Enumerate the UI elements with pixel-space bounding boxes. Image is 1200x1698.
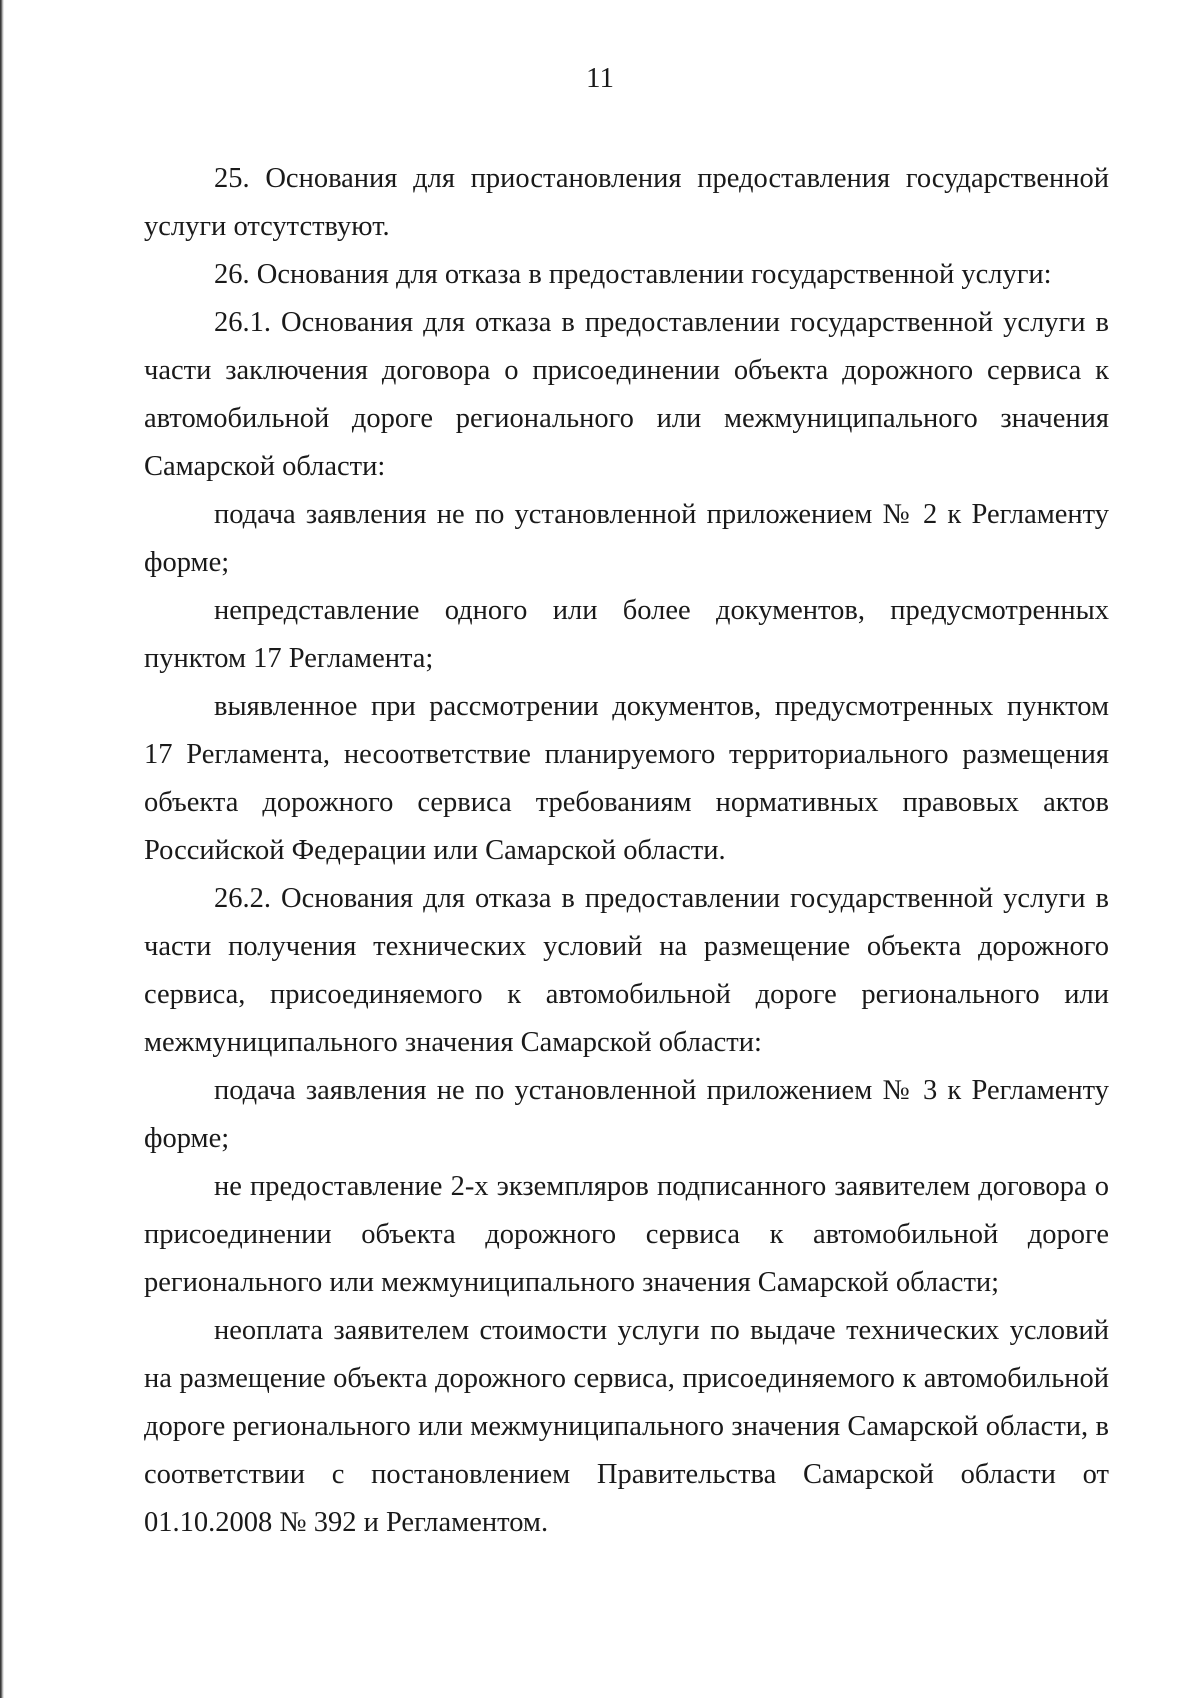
paragraph-26-1-item-1: подача заявления не по установленной приложением № 2 к Регламенту форме; [144, 499, 1109, 578]
paragraph-26-1-item-3: выявленное при рассмотрении документов, предусмотренных пунктом 17 Регламента, несоответствие планируемого территориального размещения объекта дорожного сервиса требованиям нормативных правовых актов Российской Федерации или Самарской области. [144, 691, 1109, 866]
paragraph-26-2-item-1: подача заявления не по установленной приложением № 3 к Регламенту форме; [144, 1075, 1109, 1154]
paragraph-25: 25. Основания для приостановления предоставления государственной услуги отсутствуют. [144, 163, 1109, 242]
page-number: 11 [586, 62, 614, 94]
paragraph-26-2: 26.2. Основания для отказа в предоставлении государственной услуги в части получения технических условий на размещение объекта дорожного сервиса, присоединяемого к автомобильной дороге регионального или межмуниципального значения Самарской области: [144, 883, 1109, 1058]
paragraph-26-1-item-2: непредставление одного или более документов, предусмотренных пунктом 17 Регламента; [144, 595, 1109, 674]
paragraph-26-1: 26.1. Основания для отказа в предоставлении государственной услуги в части заключения договора о присоединении объекта дорожного сервиса к автомобильной дороге регионального или межмуниципального значения Самарской области: [144, 307, 1109, 482]
paragraph-26-2-item-2: не предоставление 2-х экземпляров подписанного заявителем договора о присоединении объекта дорожного сервиса к автомобильной дороге регионального или межмуниципального значения Самарской области; [144, 1171, 1109, 1298]
scan-edge [0, 0, 4, 1698]
document-body [144, 155, 1109, 1547]
paragraph-26-2-item-3: неоплата заявителем стоимости услуги по выдаче технических условий на размещение объекта дорожного сервиса, присоединяемого к автомобильной дороге регионального или межмуниципального значения Самарской области, в соответствии с постановлением Правительства Самарской области от 01.10.2008 № 392 и Регламентом. [144, 1315, 1109, 1538]
paragraph-26: 26. Основания для отказа в предоставлении государственной услуги: [214, 259, 1052, 290]
